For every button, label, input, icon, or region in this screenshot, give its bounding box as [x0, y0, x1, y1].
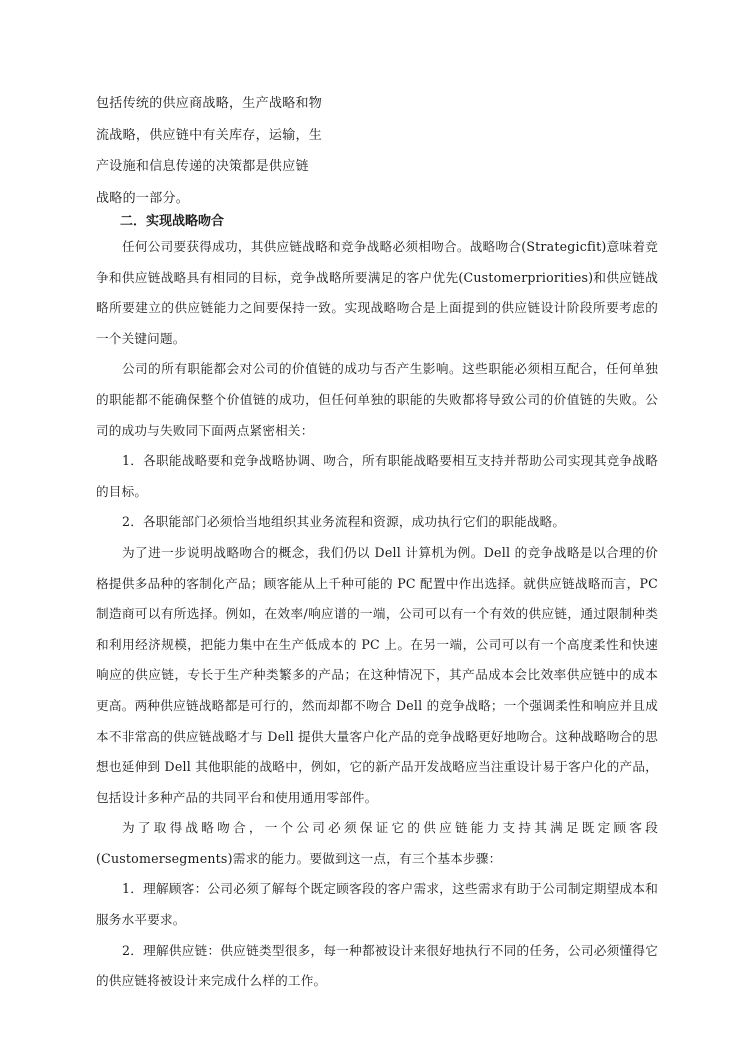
paragraph: 2．理解供应链：供应链类型很多，每一种都被设计来很好地执行不同的任务，公司必须懂得它的供应链将被设计来完成什么样的工作。 [96, 942, 658, 989]
intro-line: 产设施和信息传递的决策都是供应链 [96, 159, 309, 174]
intro-text [96, 88, 346, 214]
section-heading: 二．实现战略吻合 [120, 214, 225, 229]
paragraph: 任何公司要获得成功，其供应链战略和竞争战略必须相吻合。战略吻合(Strategicfit)意味着竞争和供应链战略具有相同的目标，竞争战略所要满足的客户优先(Customerpriorities)和供应链战略所要建立的供应链能力之间要保持一致。实现战略吻合是上面提到的供应链设计阶段所要考虑的一个关键问题。 [96, 239, 658, 346]
body-text [96, 232, 658, 997]
paragraph: 2．各职能部门必须恰当地组织其业务流程和资源，成功执行它们的职能战略。 [122, 514, 566, 530]
paragraph: 公司的所有职能都会对公司的价值链的成功与否产生影响。这些职能必须相互配合，任何单独的职能都不能确保整个价值链的成功，但任何单独的职能的失败都将导致公司的价值链的失败。公司的成功与失败同下面两点紧密相关： [96, 361, 658, 438]
intro-line: 流战略，供应链中有关库存，运输，生 [96, 127, 323, 143]
paragraph: 1．理解顾客：公司必须了解每个既定顾客段的客户需求，这些需求有助于公司制定期望成本和服务水平要求。 [96, 881, 658, 928]
paragraph: 为了取得战略吻合，一个公司必须保证它的供应链能力支持其满足既定顾客段(Customersegments)需求的能力。要做到这一点，有三个基本步骤： [96, 820, 658, 866]
intro-line: 包括传统的供应商战略，生产战略和物 [96, 96, 323, 111]
paragraph: 为了进一步说明战略吻合的概念，我们仍以 Dell 计算机为例。Dell 的竞争战略是以合理的价格提供多品种的客制化产品；顾客能从上千种可能的 PC 配置中作出选择。就供应链战略而言，PC 制造商可以有所选择。例如，在效率/响应谱的一端，公司可以有一个有效的供应链，通过限制种类和利用经济规模，把能力集中在生产低成本的 PC 上。在另一端，公司可以有一个高度柔性和快速响应的供应链，专长于生产种类繁多的产品；在这种情况下，其产品成本会比效率供应链中的成本更高。两种供应链战略都是可行的，然而却都不吻合 Dell 的竞争战略；一个强调柔性和响应并且成本不非常高的供应链战略才与 Dell 提供大量客户化产品的竞争战略更好地吻合。这种战略吻合的思想也延伸到 Dell 其他职能的战略中，例如，它的新产品开发战略应当注重设计易于客户化的产品，包括设计多种产品的共同平台和使用通用零部件。 [96, 544, 658, 805]
intro-line: 战略的一部分。 [96, 190, 190, 206]
paragraph: 1．各职能战略要和竞争战略协调、吻合，所有职能战略要相互支持并帮助公司实现其竞争战略的目标。 [96, 453, 658, 499]
